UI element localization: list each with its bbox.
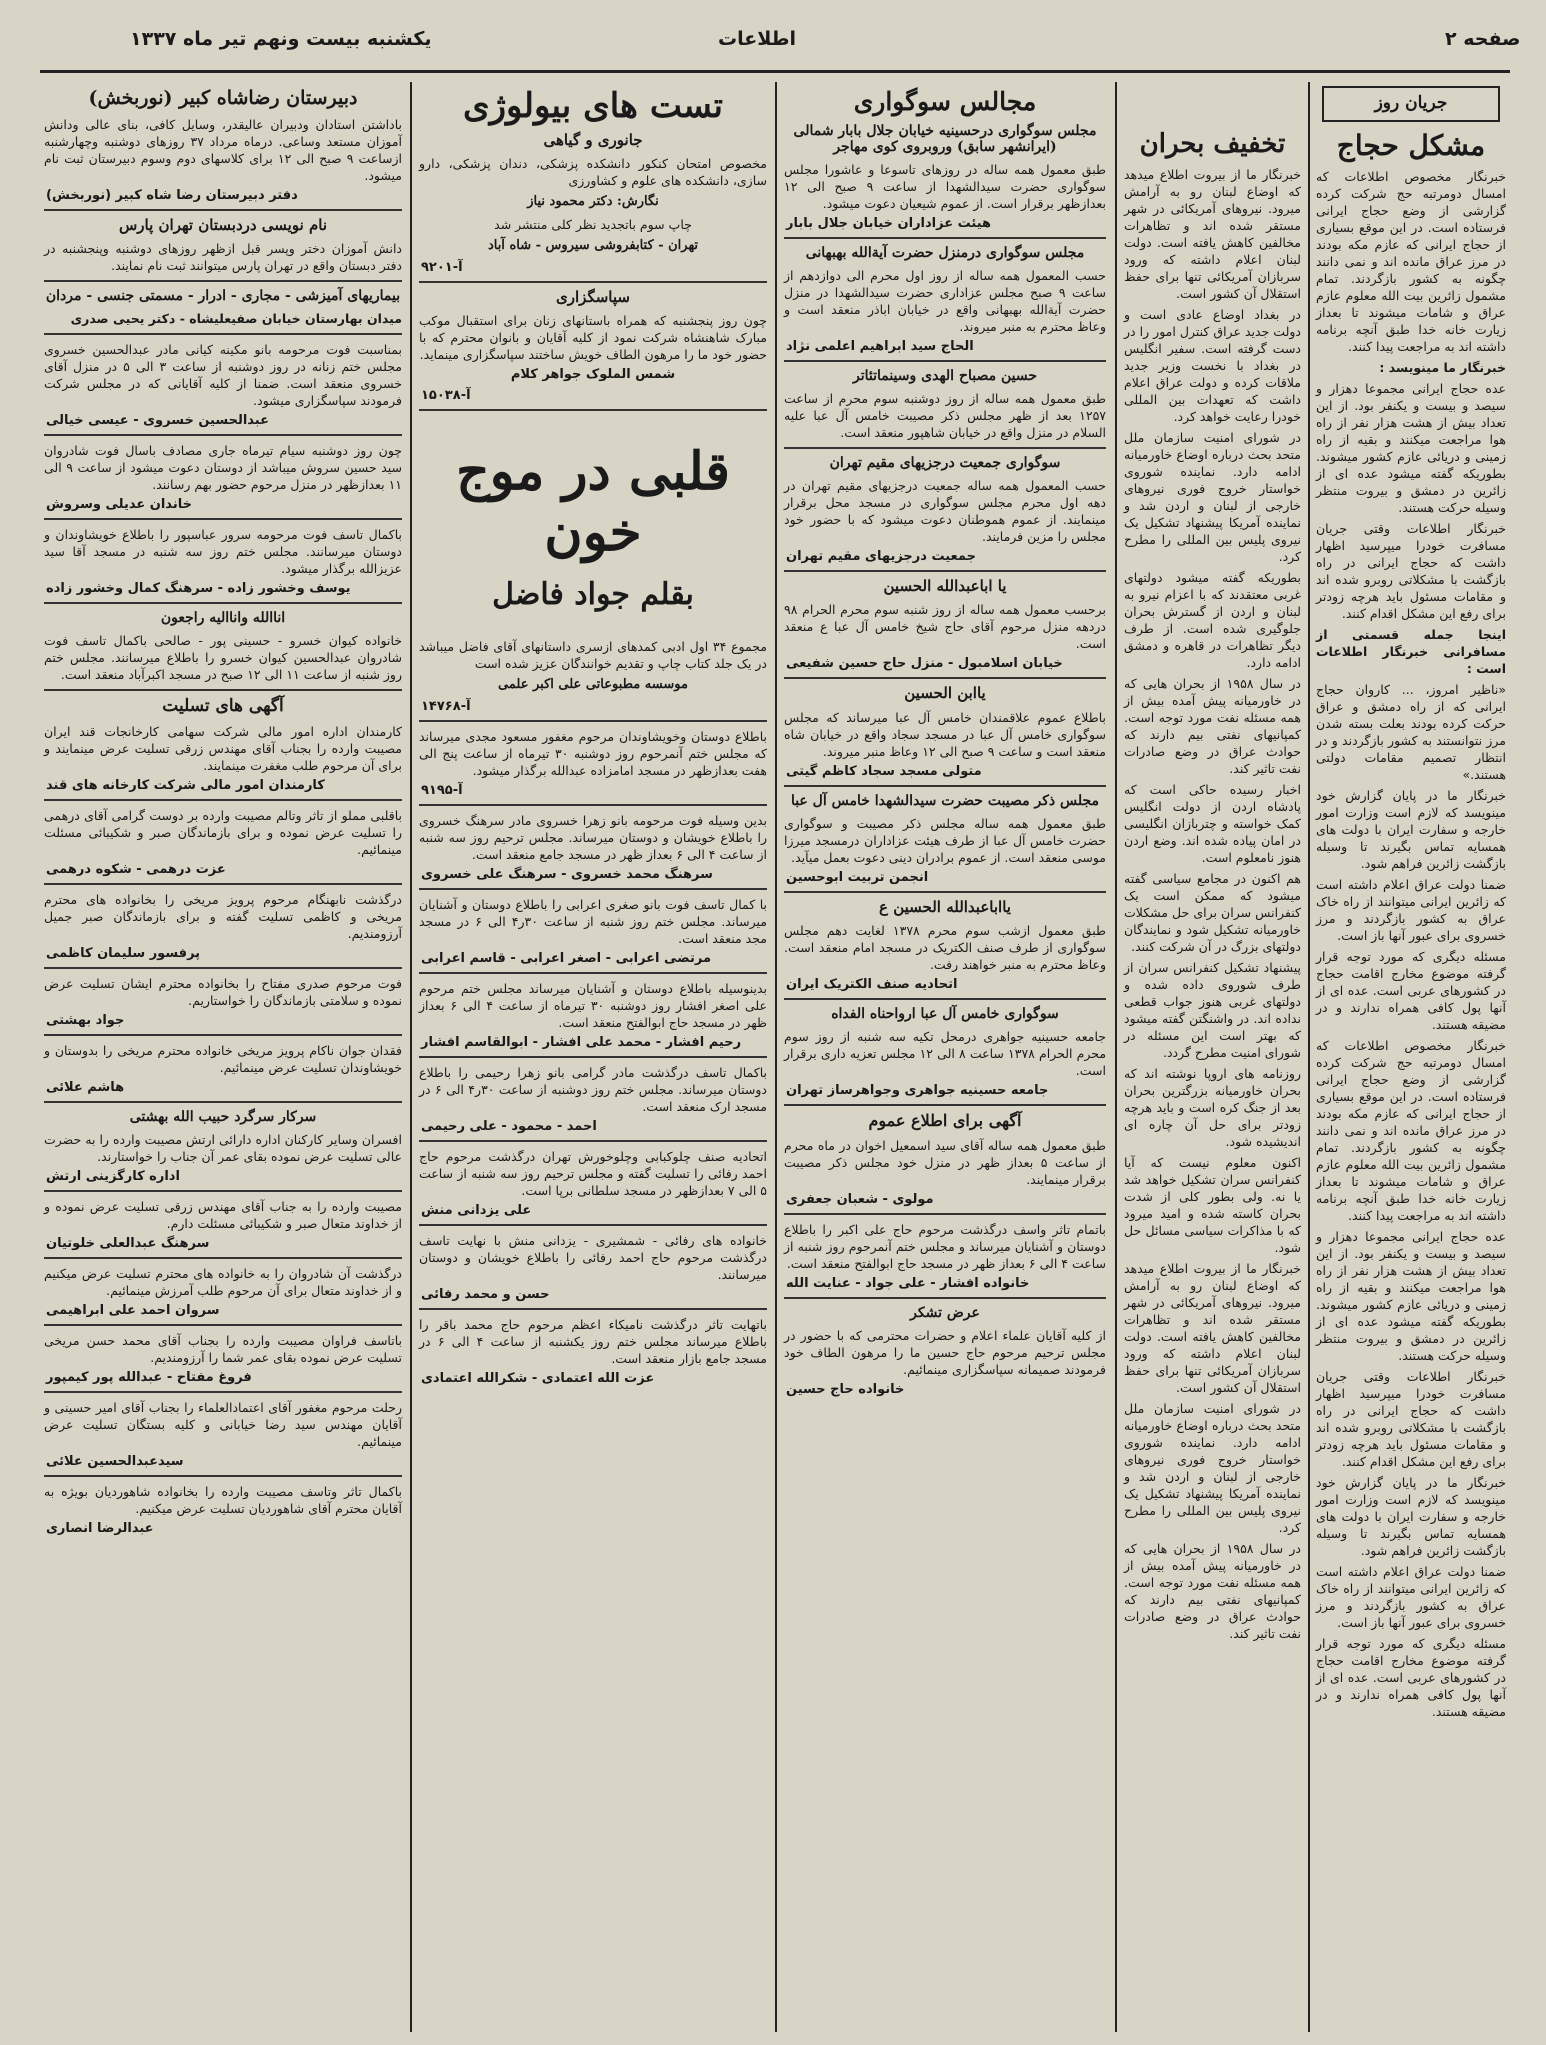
notice-heading: اناالله واناالیه راجعون [160, 610, 286, 627]
notice-body: خانواده کیوان خسرو - حسینی پور - صالحی باکمال تاسف فوت شادروان عبدالحسین کیوان خسرو را باطلاع میرسانند. مجلس ختم روز شنبه از ساعت ۱۱ الی ۱۲ صبح در مسجد اکبرآباد منعقد است. [44, 633, 402, 683]
article-paragraph: ضمنا دولت عراق اعلام داشته است که زائرین ایرانی میتوانند از راه خاک عراق به کشور بازگردند و مرز خسروی برای عبور آنها باز است. [1316, 1563, 1506, 1630]
separator [419, 972, 767, 974]
notice-body: باتمام تاثر واسف درگذشت مرحوم حاج علی اکبر را باطلاع دوستان و آشنایان میرساند و مجلس ختم آنمرحوم روز شنبه از ساعت ۴ الی ۶ بعداز ظهر در مسجد حاج ابوالفتح منعقد است. [784, 1221, 1106, 1271]
notice-signature: یوسف وخشور زاده - سرهنگ کمال وخشور زاده [46, 581, 351, 597]
article-paragraph: روزنامه های اروپا نوشته اند که بحران خاورمیانه بزرگترین بحران بعد از جنگ کره است و باید هرچه زودتر برای حل آن چاره ای اندیشیده شود. [1124, 1065, 1301, 1149]
article-paragraph: در شورای امنیت سازمان ملل متحد بحث درباره اوضاع خاورمیانه ادامه دارد. نماینده شوروی خواستار خروج فوری نیروهای خارجی از لبنان و اردن شد و نماینده آمریکا پیشنهاد تشکیل یک نیروی پلیس بین المللی را مطرح کرد. [1124, 429, 1301, 564]
notice-heading: سوگواری جمعیت درجزیهای مقیم تهران [829, 455, 1061, 472]
column-mourning [780, 82, 1110, 2032]
notice-body: کارمندان اداره امور مالی شرکت سهامی کارخانجات قند ایران مصیبت وارده را بجناب آقای مهندس زرقی تسلیت عرض مینمایند و برای آن مرحوم طلب مغفرت مینمایند. [44, 723, 402, 773]
notice-signature: انجمن تربیت ابوحسین [786, 869, 929, 885]
ad-code: آ-۱۴۷۶۸ [421, 699, 471, 715]
article-paragraph: اینجا جمله قسمتی از مسافرانی خبرنگار اطلاعات است : [1316, 626, 1506, 676]
notice-signature: عزت درهمی - شکوه درهمی [46, 861, 226, 877]
article-paragraph: ضمنا دولت عراق اعلام داشته است که زائرین ایرانی میتوانند از راه خاک عراق به کشور بازگردند و مرز خسروی برای عبور آنها باز است. [1316, 876, 1506, 943]
daily-box [1322, 86, 1500, 122]
notice-heading: یااباعبدالله الحسین ع [879, 897, 1011, 916]
notice-body: باکمال تاثر وتاسف مصیبت وارده را بخانواده شاهوردیان بویژه به آقایان محترم آقای شاهوردیان تسلیت عرض میکنیم. [44, 1483, 402, 1516]
notice-signature: شمس الملوک جواهر کلام [510, 367, 676, 383]
notice-heading: دبیرستان رضاشاه کبیر (نوربخش) [88, 87, 358, 109]
notice-body: باتاسف فراوان مصیبت وارده را بجناب آقای محمد حسن مریخی تسلیت عرض نموده بقای عمر شما را آرزومندیم. [44, 1332, 402, 1365]
notice-signature: متولی مسجد سجاد کاظم گیتی [786, 763, 982, 779]
notice-body: دانش آموزان دختر وپسر قبل ازظهر روزهای دوشنبه وپنجشنبه در دفتر دبستان واقع در تهران پارس میتوانند ثبت نام نمایند. [44, 241, 402, 274]
header-rule [40, 70, 1510, 73]
notice-heading: یا اباعبدالله الحسین [883, 577, 1007, 596]
page-number: صفحه ۲ [1445, 28, 1521, 50]
article-paragraph: اکنون معلوم نیست که آیا کنفرانس سران تشکیل خواهد شد یا نه. ولی بطور کلی از شدت بحران کاسته شده و امید میرود که با مذاکرات سیاسی مسائل حل شود. [1124, 1154, 1301, 1255]
notice-signature: جمعیت درجزیهای مقیم تهران [786, 549, 976, 565]
notice-heading: حسین مصباح الهدی وسینماتئاتر [852, 368, 1038, 385]
separator [784, 1104, 1106, 1106]
notice-signature: پرفسور سلیمان کاظمی [46, 945, 201, 961]
separator [44, 689, 402, 691]
notice-body: حسب المعمول همه ساله از روز اول محرم الی دوازدهم از ساعت ۹ صبح مجلس عزاداری حضرت سیدالشهدا در منزل حضرت آیةالله بهبهانی واقع در خیابان اباذر منعقد است و وعاظ محترم به منبر میروند. [784, 268, 1106, 335]
notice-signature: عبدالحسین خسروی - عیسی خیالی [46, 413, 269, 429]
separator [419, 1140, 767, 1142]
notice-body: از کلیه آقایان علماء اعلام و حضرات محترمی که با حضور در مجلس ترحیم مرحوم حاج حسین ما را مرهون الطاف خود فرمودند صمیمانه سپاسگزاری مینمائیم. [784, 1327, 1106, 1377]
ad-code: آ-۱۵۰۳۸ [421, 388, 471, 404]
article-paragraph: در شورای امنیت سازمان ملل متحد بحث درباره اوضاع خاورمیانه ادامه دارد. نماینده شوروی خواستار خروج فوری نیروهای خارجی از لبنان و اردن شد و نماینده آمریکا پیشنهاد تشکیل یک نیروی پلیس بین المللی را مطرح کرد. [1124, 1400, 1301, 1535]
separator [784, 785, 1106, 787]
separator [44, 967, 402, 969]
article-paragraph: در سال ۱۹۵۸ از بحران هایی که در خاورمیانه پیش آمده بیش از همه مسئله نفت مورد توجه است. کمپانیهای نفتی بیم دارند که حوادث عراق در وضع صادرات نفت تاثیر کند. [1124, 1540, 1302, 1641]
notice-heading: عرض تشکر [910, 1304, 980, 1321]
book-title: قلبی در موج خون [456, 441, 730, 564]
ad-code: آ-۹۲۰۱ [421, 260, 463, 276]
notice-signature: علی یزدانی منش [421, 1203, 532, 1219]
col-divider-3 [775, 82, 777, 2032]
separator [44, 209, 402, 211]
notice-body: افسران وسایر کارکنان اداره دارائی ارتش مصیبت وارده را به حضرت عالی تسلیت عرض نموده بقای عمر آن جناب را خواستارند. [44, 1131, 402, 1164]
article-paragraph: پیشنهاد تشکیل کنفرانس سران از طرف شوروی داده شده و دولتهای غربی هنوز جواب قطعی نداده اند. در واشنگتن گفته میشود که بهتر است این مسئله در شورای امنیت مطرح گردد. [1124, 959, 1301, 1060]
notice-body: طبق معمول همه ساله مجلس ذکر مصیبت و سوگواری حضرت خامس آل عبا از طرف هیئت عزاداران درمسجد میرزا موسی منعقد است. از عموم برادران دینی دعوت بعمل میآید. [784, 815, 1106, 865]
notice-signature: مرتضی اعرابی - اصغر اعرابی - قاسم اعرابی [421, 951, 712, 967]
section-title: آگهی های تسلیت [162, 696, 284, 717]
separator [784, 447, 1106, 449]
separator [44, 883, 402, 885]
ad-publisher: موسسه مطبوعاتی علی اکبر علمی [498, 677, 688, 693]
article-paragraph: خبرنگار ما در پایان گزارش خود مینویسد که لازم است وزارت امور خارجه و سفارت ایران با دولت های همسایه تماس بگیرند تا وسیله بازگشت زائرین فراهم شود. [1316, 1474, 1506, 1558]
notice-body: بدینوسیله باطلاع دوستان و آشنایان میرساند مجلس ختم مرحوم علی اصغر افشار روز دوشنبه ۳۰ تیرماه از ساعت ۴ الی ۶ بعداز ظهر در مسجد حاج ابوالفتح منعقد است. [419, 981, 767, 1031]
article-paragraph: هم اکنون در مجامع سیاسی گفته میشود که ممکن است یک کنفرانس سران برای حل مشکلات خاورمیانه تشکیل شود و نمایندگان دولتهای بزرگ در آن شرکت کنند. [1124, 870, 1301, 954]
notice-heading: سپاسگزاری [556, 288, 630, 307]
notice-heading: نام نویسی دردبستان تهران پارس [118, 215, 328, 234]
notice-signature: هاشم علائی [46, 1079, 125, 1095]
notice-body: رحلت مرحوم مغفور آقای اعتمادالعلماء را بجناب آقای امیر حسینی و آقایان مهندس سید رضا خیابانی و کلیه بستگان تسلیت عرض مینمائیم. [44, 1399, 402, 1449]
separator [44, 1034, 402, 1036]
separator [784, 677, 1106, 679]
box-title: جریان روز [1374, 93, 1448, 113]
notice-body: باتهایت تاثر درگذشت نامیکاء اعظم مرحوم حاج محمد باقر را باطلاع میرساند مجلس ختم روز یکشنبه از ساعت ۴ الی ۶ در مسجد جامع بازار منعقد است. [419, 1317, 767, 1367]
notice-body: طبق معمول ازشب سوم محرم ۱۳۷۸ لغایت دهم مجلس سوگواری از طرف صنف الکتریک در مسجد امام منعقد است. وعاظ محترم به منبر خواهند رفت. [784, 923, 1106, 973]
notice-signature: دفتر دبیرستان رضا شاه کبیر (نوربخش) [46, 187, 298, 203]
separator [419, 888, 767, 890]
article-title: تخفیف بحران [1139, 129, 1286, 159]
column-notices [40, 82, 406, 2032]
article-title: مشکل حجاج [1336, 128, 1486, 162]
separator [44, 1190, 402, 1192]
notice-heading: مجلس ذکر مصیبت حضرت سیدالشهدا خامس آل عبا [790, 792, 1100, 809]
notice-signature: فروغ مفتاح - عبدالله پور کیمپور [46, 1369, 252, 1385]
notice-signature: رحیم افشار - محمد علی افشار - ابوالقاسم افشار [421, 1035, 742, 1051]
newspaper-name: اطلاعات [718, 28, 797, 50]
separator [419, 409, 767, 411]
notice-body: درگذشت نابهنگام مرحوم پرویز مریخی را بخانواده های محترم مریخی و کاظمی تسلیت گفته و برای بازماندگان صبر جمیل آرزومندیم. [44, 891, 402, 941]
article-paragraph: خبرنگار مخصوص اطلاعات که امسال دومرتبه حج شرکت کرده گزارشی از وضع حجاج ایرانی فرستاده است. در این موقع بسیاری از حجاج ایرانی که عازم مکه بودند در مرز عراق مانده اند و نمی دانند چگونه به کشور بازگردند. تمام مشمول زائرین بیت الله معلوم عازم عراق و شامات میشوند تا بعداز زیارت خانه خدا طبق آنچه برنامه داشته اند به مراجعت پیدا کنند. [1316, 168, 1506, 354]
notice-body: چون روز پنجشنبه که همراه باستانهای زنان برای استقبال موکب مبارک شاهنشاه شرکت نمود از کلیه آقایان و بانوان محترم که با حضور خود ما را مرهون الطاف خویش ساختند سپاسگزاری مینماید. [419, 313, 767, 363]
notice-body: خانواده های رفائی - شمشیری - یزدانی منش با نهایت تاسف درگذشت مرحوم حاج احمد رفائی را باطلاع خویشان و دوستان میرسانند. [419, 1233, 767, 1283]
notice-body: طبق معمول همه ساله از روز دوشنبه سوم محرم از ساعت ۱۲۵۷ بعد از ظهر مجلس ذکر مصیبت خامس آل عبا علیه السلام در منزل واقع در خیابان شاهپور منعقد است. [784, 391, 1106, 441]
notice-signature: سیدعبدالحسین علائی [46, 1453, 184, 1469]
section-title: مجالس سوگواری [853, 87, 1037, 116]
notice-body: باداشتن استادان ودبیران عالیقدر، وسایل کافی، بنای عالی ودانش آموزان مستعد وساعی. درماه مرداد ۳۷ روزهای دوشنبه وچهارشنبه ازساعت ۹ صبح الی ۱۲ برای کلاسهای دوم وسوم دبیرستان ثبت نام میشود. [44, 116, 403, 183]
notice-body: بدین وسیله فوت مرحومه بانو زهرا خسروی مادر سرهنگ خسروی را باطلاع خویشان و دوستان میرساند. مجلس ترحیم روز سه شنبه از ساعت ۴ الی ۶ بعداز ظهر در مسجد جامع منعقد است. [419, 813, 767, 863]
separator [784, 237, 1106, 239]
notice-body: فوت مرحوم صدری مفتاح را بخانواده محترم ایشان تسلیت عرض نموده و سلامتی بازماندگان را خواستاریم. [44, 975, 402, 1008]
notice-body: فقدان جوان ناکام پرویز مریخی خانواده محترم مریخی را بدوستان و خویشاوندان تسلیت عرض مینمائیم. [44, 1042, 402, 1075]
notice-signature: خانواده حاج حسین [786, 1381, 905, 1397]
ad-publisher: تهران - کتابفروشی سیروس - شاه آباد [487, 238, 699, 254]
notice-signature: الحاج سید ابراهیم اعلمی نژاد [786, 339, 974, 355]
col-divider-4 [410, 82, 412, 2032]
notice-body: با کمال تاسف فوت بانو صغری اعرابی را باطلاع دوستان و آشنایان میرساند. مجلس ختم روز شنبه از ساعت ۳۰ر۴ الی ۶ در مسجد مجد منعقد است. [419, 897, 767, 947]
notice-signature: جامعه حسینیه جواهری وجواهرساز تهران [786, 1083, 1049, 1099]
article-paragraph: بطوریکه گفته میشود دولتهای غربی معتقدند که با اعزام نیرو به لبنان و اردن از گسترش بحران جلوگیری شده است. از طرف دیگر تظاهرات در قاهره و دمشق ادامه دارد. [1124, 569, 1301, 670]
separator [419, 1308, 767, 1310]
separator [784, 1297, 1106, 1299]
notice-heading: بیماریهای آمیزشی - مجاری - ادرار - مسمتی جنسی - مردان [45, 288, 401, 305]
column-hajj [1312, 82, 1510, 2032]
ad-text: مجموع ۳۴ اول ادبی کمدهای ازسری داستانهای آقای فاضل میباشد در یک جلد کتاب چاپ و تقدیم خوانندگان عزیز شده است [419, 639, 767, 672]
notice-body: طبق معمول همه ساله آقای سید اسمعیل اخوان در ماه محرم از ساعت ۵ بعداز ظهر در منزل خود مجلس ذکر مصیبت برقرار مینمایند. [784, 1137, 1106, 1187]
article-paragraph: خبرنگار ما در پایان گزارش خود مینویسد که لازم است وزارت امور خارجه و سفارت ایران با دولت های همسایه تماس بگیرند تا وسیله بازگشت زائرین فراهم شود. [1316, 787, 1506, 871]
article-paragraph: عده حجاج ایرانی مجموعا دهزار و سیصد و بیست و یکنفر بود. از این تعداد بیش از هشت هزار نفر از راه هوا مراجعت میکنند و بقیه از راه زمینی و دریائی عازم کشور میشوند. بطوریکه گفته میشود عده ای از زائرین در دمشق و بیروت منتظر وسیله حرکت هستند. [1316, 1228, 1506, 1363]
ad-author: نگارش: دکتر محمود نیاز [527, 194, 659, 210]
notice-signature: اتحادیه صنف الکتریک ایران [786, 977, 958, 993]
article-paragraph: خبرنگار ما مینویسد : [1379, 359, 1506, 375]
notice-heading: مجلس سوگواری درمنزل حضرت آیةالله بهبهانی [805, 244, 1085, 261]
separator [44, 434, 402, 436]
article-paragraph: خبرنگار اطلاعات وقتی جریان مسافرت خودرا میپرسید اظهار داشت که حجاج ایرانی در راه بازگشت با مشکلاتی روبرو شده اند و مقامات مسئول باید هرچه زودتر برای رفع این مشکل اقدام کنند. [1316, 1368, 1506, 1469]
issue-date: یکشنبه بیست ونهم تیر ماه ۱۳۳۷ [130, 28, 432, 50]
notice-body: باکمال تاسف درگذشت مادر گرامی بانو زهرا رحیمی را باطلاع دوستان میرساند. مجلس ختم روز دوشنبه از ساعت ۳۰ر۴ الی ۶ در مسجد ارک منعقد است. [419, 1065, 767, 1115]
notice-body: بمناسبت فوت مرحومه بانو مکینه کیانی مادر عبدالحسین خسروی مجلس ختم زنانه در روز دوشنبه از ساعت ۳ الی ۵ در منزل آقای خسروی منعقد است. ضمنا از کلیه آقایانی که در مجلس شرکت فرمودند سپاسگزاری میشود. [44, 342, 403, 409]
notice-body: مصیبت وارده را به جناب آقای مهندس زرقی تسلیت عرض نموده و از خداوند متعال صبر و شکیبائی مسئلت دارم. [44, 1198, 402, 1231]
separator [419, 804, 767, 806]
article-paragraph: «ناظیر امروز، ... کاروان حجاج ایرانی که از راه دمشق و عراق حرکت کرده بودند بعلت بسته شدن مرز نتوانستند به کشور بازگردند و در انتظار تصمیم مقامات دولتی هستند.» [1316, 681, 1506, 782]
notice-heading: مجلس سوگواری درحسینیه خیابان جلال بابار شمالی (ایرانشهر سابق) وروبروی کوی مهاجر [793, 122, 1097, 155]
separator [784, 1213, 1106, 1215]
notice-body: جامعه حسینیه جواهری درمحل تکیه سه شنبه از روز سوم محرم الحرام ۱۳۷۸ ساعت ۸ الی ۱۲ مجلس تعزیه داری برقرار است. [784, 1029, 1107, 1079]
notice-heading: سوگواری خامس آل عبا ارواحناه الفداه [831, 1006, 1059, 1023]
notice-heading: آگهی برای اطلاع عموم [868, 1111, 1022, 1131]
separator [784, 998, 1106, 1000]
notice-body: میدان بهارستان خیابان صفیعلیشاه - دکتر یحیی صدری [70, 311, 402, 327]
notice-signature: مولوی - شعبان جعفری [786, 1191, 934, 1207]
separator [419, 281, 767, 283]
article-paragraph: خبرنگار مخصوص اطلاعات که امسال دومرتبه حج شرکت کرده گزارشی از وضع حجاج ایرانی فرستاده است. در این موقع بسیاری از حجاج ایرانی که عازم مکه بودند در مرز عراق مانده اند و نمی دانند چگونه به کشور بازگردند. تمام مشمول زائرین بیت الله معلوم عازم عراق و شامات میشوند تا بعداز زیارت خانه خدا طبق آنچه برنامه داشته اند به مراجعت پیدا کنند. [1316, 1037, 1506, 1223]
article-paragraph: خبرنگار اطلاعات وقتی جریان مسافرت خودرا میپرسید اظهار داشت که حجاج ایرانی در راه بازگشت با مشکلاتی روبرو شده اند و مقامات مسئول باید هرچه زودتر برای رفع این مشکل اقدام کنند. [1316, 520, 1506, 621]
separator [784, 570, 1106, 572]
separator [419, 720, 767, 722]
notice-heading: سرکار سرگرد حبیب الله بهشتی [129, 1108, 317, 1125]
article-paragraph: مسئله دیگری که مورد توجه قرار گرفته موضوع مخارج اقامت حجاج در کشورهای عربی است. عده ای از آنها پول کافی همراه ندارند و در مضیقه هستند. [1316, 948, 1506, 1032]
notice-signature: احمد - محمود - علی رحیمی [421, 1119, 597, 1135]
notice-signature: اداره کارگزینی ارتش [46, 1168, 180, 1184]
notice-body: حسب المعمول همه ساله جمعیت درجزیهای مقیم تهران در دهه اول محرم مجلس سوگواری در مسجد محل برقرار مینمایند. از عموم هموطنان دعوت میشود که با حضور خود مجلس را مزین فرمایند. [784, 478, 1106, 545]
separator [419, 1224, 767, 1226]
separator [44, 1324, 402, 1326]
ad-code: آ-۹۱۹۵ [421, 783, 463, 799]
notice-signature: خاندان عدیلی وسروش [46, 497, 192, 513]
col-divider-1 [1308, 82, 1310, 2032]
notice-signature: عبدالرضا انصاری [46, 1520, 154, 1536]
article-paragraph: در بغداد اوضاع عادی است و دولت جدید عراق کنترل امور را در دست گرفته است. سفیر انگلیس در بغداد با نخست وزیر جدید ملاقات کرده و دولت عراق اعلام داشت که تعهدات بین المللی خودرا رعایت خواهد کرد. [1124, 306, 1301, 424]
biology-subtitle: جانوری و گیاهی [543, 131, 643, 149]
notice-body: چون روز دوشنبه سیام تیرماه جاری مصادف باسال فوت شادروان سید حسین سروش میباشد از دوستان دعوت میشود از ساعت ۹ الی ۱۱ بعدازظهر در منزل مرحوم حضور بهم رسانند. [44, 443, 402, 493]
notice-signature: سرهنگ عبدالعلی خلوتیان [46, 1235, 210, 1251]
notice-body: اتحادیه صنف چلوکبابی وچلوخورش تهران درگذشت مرحوم حاج احمد رفائی را تسلیت گفته و مجلس ترحیم روز سه شنبه از ساعت ۵ الی ۷ بعدازظهر در مسجد سلطانی برپا است. [419, 1149, 767, 1199]
notice-body: طبق معمول همه ساله در روزهای تاسوعا و عاشورا مجلس سوگواری حضرت سیدالشهدا از ساعت ۹ صبح الی ۱۲ بعدازظهر برقرار است. از عموم شیعیان دعوت میشود. [784, 161, 1107, 211]
article-paragraph: خبرنگار ما از بیروت اطلاع میدهد که اوضاع لبنان رو به آرامش میرود. نیروهای آمریکائی در شهر مستقر شده اند و تظاهرات مخالفین کاهش یافته است. دولت لبنان اعلام داشته که ورود سربازان آمریکائی تنها برای حفظ استقلال آن کشور است. [1124, 166, 1301, 301]
notice-body: باقلبی مملو از تاثر وتالم مصیبت وارده بر دوست گرامی آقای درهمی را تسلیت عرض نموده و برای بازماندگان صبر و شکیبائی مسئلت مینمائیم. [44, 807, 402, 857]
column-ads [415, 82, 771, 2032]
column-crisis [1120, 82, 1305, 2032]
notice-heading: یاابن الحسین [904, 684, 986, 703]
separator [44, 518, 402, 520]
separator [44, 799, 402, 801]
article-paragraph: اخبار رسیده حاکی است که پادشاه اردن از دولت انگلیس کمک خواسته و چتربازان انگلیسی در امان پیاده شده اند. وضع اردن هنوز نامعلوم است. [1124, 781, 1301, 865]
notice-signature: کارمندان امور مالی شرکت کارخانه های قند [46, 777, 325, 793]
notice-signature: خیابان اسلامبول - منزل حاج حسین شفیعی [786, 656, 1063, 672]
notice-signature: سروان احمد علی ابراهیمی [46, 1302, 220, 1318]
notice-body: برحسب معمول همه ساله از روز شنبه سوم محرم الحرام ۹۸ دردهه منزل مرحوم آقای حاج شیخ خامس آل عبا ع منعقد است. [784, 602, 1106, 652]
separator [44, 1257, 402, 1259]
notice-signature: خانواده افشار - علی جواد - عنایت الله [786, 1275, 1030, 1291]
article-paragraph: مسئله دیگری که مورد توجه قرار گرفته موضوع مخارج اقامت حجاج در کشورهای عربی است. عده ای از آنها پول کافی همراه ندارند و در مضیقه هستند. [1316, 1635, 1506, 1719]
separator [44, 1475, 402, 1477]
ad-text: چاپ سوم باتجدید نظر کلی منتشر شد [494, 217, 692, 233]
notice-body: درگذشت آن شادروان را به خانواده های محترم تسلیت عرض میکنیم و از خداوند متعال برای آن مرحوم طلب آمرزش مینمائیم. [44, 1265, 402, 1298]
separator [419, 1056, 767, 1058]
separator [44, 333, 402, 335]
notice-body: باطلاع عموم علاقمندان خامس آل عبا میرساند که مجلس سوگواری خامس آل عبا در مسجد سجاد واقع در خیابان شاه منعقد است و ساعت ۹ صبح الی ۱۲ وعاظ منبر میروند. [784, 709, 1106, 759]
separator [784, 360, 1106, 362]
biology-title: تست های بیولوژی [463, 86, 723, 126]
ad-text: مخصوص امتحان کنکور دانشکده پزشکی، دندان پزشکی، دارو سازی، دانشکده های علوم و کشاورزی [419, 156, 767, 189]
separator [44, 1101, 402, 1103]
separator [784, 891, 1106, 893]
notice-signature: عزت الله اعتمادی - شکرالله اعتمادی [421, 1371, 655, 1387]
notice-body: باکمال تاسف فوت مرحومه سرور عباسپور را باطلاع خویشاوندان و دوستان میرسانند. مجلس ختم روز سه شنبه در مسجد آقا سید عزیزالله برگذار میشود. [44, 527, 402, 577]
notice-signature: جواد بهشتی [46, 1012, 125, 1028]
notice-signature: سرهنگ محمد خسروی - سرهنگ علی خسروی [421, 867, 713, 883]
col-divider-2 [1115, 82, 1117, 2032]
separator [44, 602, 402, 604]
article-paragraph: خبرنگار ما از بیروت اطلاع میدهد که اوضاع لبنان رو به آرامش میرود. نیروهای آمریکائی در شهر مستقر شده اند و تظاهرات مخالفین کاهش یافته است. دولت لبنان اعلام داشته که ورود سربازان آمریکائی تنها برای حفظ استقلال آن کشور است. [1124, 1260, 1301, 1395]
notice-body: باطلاع دوستان وخویشاوندان مرحوم مغفور مسعود مجدی میرساند که مجلس ختم آنمرحوم روز دوشنبه ۳۰ تیرماه از ساعت پنج الی هفت بعدازظهر در مسجد امامزاده عبدالله برگذار میشود. [419, 729, 767, 779]
article-paragraph: عده حجاج ایرانی مجموعا دهزار و سیصد و بیست و یکنفر بود. از این تعداد بیش از هشت هزار نفر از راه هوا مراجعت میکنند و بقیه از راه زمینی و دریائی عازم کشور میشوند. بطوریکه گفته میشود عده ای از زائرین در دمشق و بیروت منتظر وسیله حرکت هستند. [1316, 380, 1506, 515]
notice-signature: حسن و محمد رفائی [421, 1287, 550, 1303]
book-author: بقلم جواد فاضل [492, 577, 694, 613]
separator [44, 280, 402, 282]
article-paragraph: در سال ۱۹۵۸ از بحران هایی که در خاورمیانه پیش آمده بیش از همه مسئله نفت مورد توجه است. کمپانیهای نفتی بیم دارند که حوادث عراق در وضع صادرات نفت تاثیر کند. [1124, 675, 1302, 776]
notice-signature: هیئت عزاداران خیابان جلال بابار [786, 215, 992, 231]
separator [44, 1391, 402, 1393]
